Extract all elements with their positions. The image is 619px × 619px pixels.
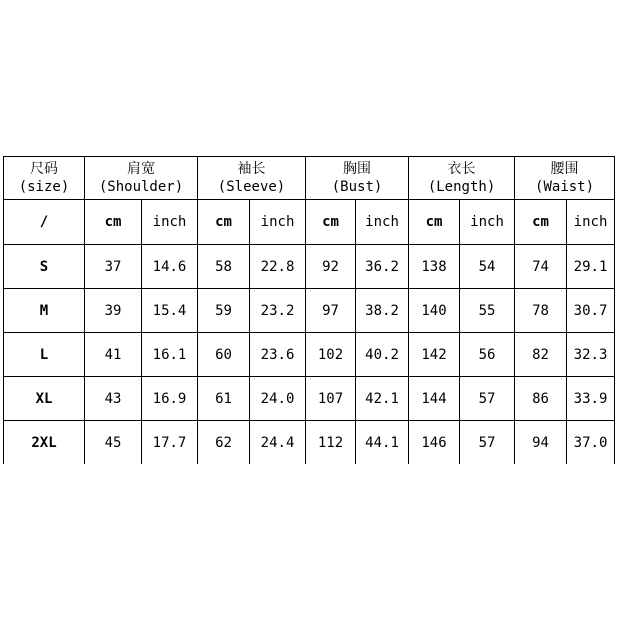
table-cell: 17.7 <box>142 421 198 465</box>
table-row <box>4 377 615 421</box>
table-cell: 29.1 <box>567 245 615 289</box>
table-cell: 45 <box>85 421 142 465</box>
header-bust <box>306 157 409 200</box>
table-cell: 36.2 <box>356 245 409 289</box>
units-row <box>4 200 615 245</box>
table-cell: 74 <box>515 245 567 289</box>
table-cell: 59 <box>198 289 250 333</box>
table-cell: 57 <box>460 377 515 421</box>
unit-cell: cm <box>306 200 356 245</box>
header-sleeve-en: (Sleeve) <box>217 179 286 195</box>
header-shoulder <box>85 157 198 200</box>
table-cell: 78 <box>515 289 567 333</box>
table-cell: 22.8 <box>250 245 306 289</box>
table-cell: 44.1 <box>356 421 409 465</box>
table-cell: 15.4 <box>142 289 198 333</box>
header-length <box>409 157 515 200</box>
table-cell: 97 <box>306 289 356 333</box>
unit-cell: cm <box>409 200 460 245</box>
table-cell: 140 <box>409 289 460 333</box>
table-cell: 41 <box>85 333 142 377</box>
table-cell: 86 <box>515 377 567 421</box>
header-size <box>4 157 85 200</box>
header-size-en: (size) <box>18 179 70 195</box>
table-cell: 37.0 <box>567 421 615 465</box>
table-row <box>4 245 615 289</box>
table-cell: 32.3 <box>567 333 615 377</box>
header-shoulder-cn: 肩宽 <box>127 161 155 177</box>
table-cell: 30.7 <box>567 289 615 333</box>
table-cell: 107 <box>306 377 356 421</box>
table-cell: 138 <box>409 245 460 289</box>
header-shoulder-en: (Shoulder) <box>98 179 184 195</box>
unit-cell: cm <box>515 200 567 245</box>
header-waist <box>515 157 615 200</box>
header-sleeve-cn: 袖长 <box>237 161 266 177</box>
header-bust-cn: 胸围 <box>343 161 372 177</box>
table-cell: 142 <box>409 333 460 377</box>
table-cell: 37 <box>85 245 142 289</box>
unit-cell: inch <box>250 200 306 245</box>
header-bust-en: (Bust) <box>331 179 383 195</box>
table-cell: 38.2 <box>356 289 409 333</box>
header-length-en: (Length) <box>427 179 496 195</box>
table-cell: 39 <box>85 289 142 333</box>
unit-cell: inch <box>567 200 615 245</box>
header-size-cn: 尺码 <box>30 161 58 177</box>
unit-cell: cm <box>85 200 142 245</box>
size-label: L <box>4 333 85 377</box>
table-cell: 60 <box>198 333 250 377</box>
size-label: M <box>4 289 85 333</box>
header-sleeve <box>198 157 306 200</box>
size-label: 2XL <box>4 421 85 465</box>
table-cell: 55 <box>460 289 515 333</box>
table-cell: 57 <box>460 421 515 465</box>
unit-cell: / <box>4 200 85 245</box>
table-cell: 61 <box>198 377 250 421</box>
table-cell: 56 <box>460 333 515 377</box>
table-row <box>4 333 615 377</box>
table-cell: 33.9 <box>567 377 615 421</box>
table-cell: 102 <box>306 333 356 377</box>
table-cell: 62 <box>198 421 250 465</box>
table-cell: 43 <box>85 377 142 421</box>
table-cell: 42.1 <box>356 377 409 421</box>
table-row <box>4 289 615 333</box>
table-cell: 24.4 <box>250 421 306 465</box>
table-cell: 23.6 <box>250 333 306 377</box>
table-cell: 92 <box>306 245 356 289</box>
table-cell: 146 <box>409 421 460 465</box>
table-cell: 82 <box>515 333 567 377</box>
header-length-cn: 衣长 <box>447 161 476 177</box>
size-label: XL <box>4 377 85 421</box>
table-cell: 14.6 <box>142 245 198 289</box>
table-cell: 24.0 <box>250 377 306 421</box>
table-cell: 16.9 <box>142 377 198 421</box>
header-waist-en: (Waist) <box>535 179 595 195</box>
unit-cell: inch <box>460 200 515 245</box>
table-cell: 94 <box>515 421 567 465</box>
table-cell: 40.2 <box>356 333 409 377</box>
table-row <box>4 421 615 465</box>
table-cell: 54 <box>460 245 515 289</box>
unit-cell: inch <box>356 200 409 245</box>
size-label: S <box>4 245 85 289</box>
header-waist-cn: 腰围 <box>550 161 579 177</box>
table-cell: 58 <box>198 245 250 289</box>
table-cell: 144 <box>409 377 460 421</box>
table-cell: 112 <box>306 421 356 465</box>
table-cell: 16.1 <box>142 333 198 377</box>
header-row <box>4 157 615 200</box>
table-cell: 23.2 <box>250 289 306 333</box>
size-chart-table <box>3 156 615 464</box>
unit-cell: cm <box>198 200 250 245</box>
unit-cell: inch <box>142 200 198 245</box>
